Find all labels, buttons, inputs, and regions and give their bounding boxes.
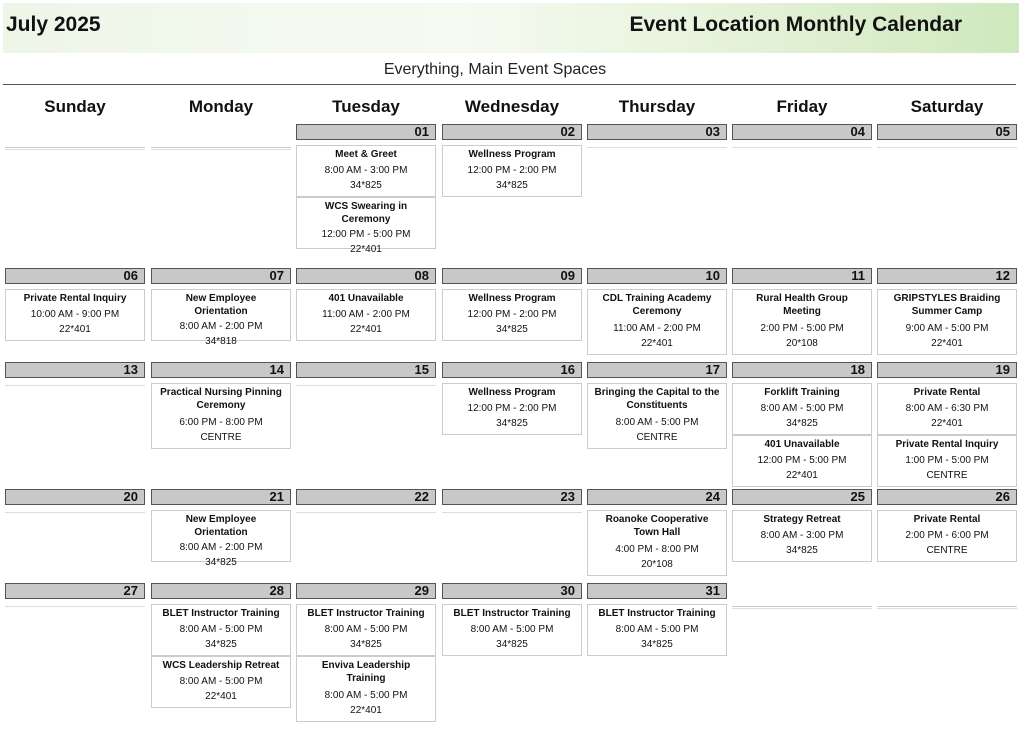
event-location: 22*401: [205, 690, 237, 702]
event-location: 34*825: [786, 544, 818, 556]
event-time: 8:00 AM - 5:00 PM: [179, 675, 263, 687]
empty-day-rule: [732, 608, 872, 609]
event-time: 12:00 PM - 5:00 PM: [321, 229, 411, 240]
date-cell-09[interactable]: 09: [442, 268, 582, 284]
event-time: 8:00 AM - 5:00 PM: [615, 417, 699, 428]
date-cell-04[interactable]: 04: [732, 124, 872, 140]
event-location: 34*825: [350, 179, 382, 191]
weekday-header-thursday: Thursday: [618, 97, 696, 116]
event-title: Meet & Greet: [335, 149, 397, 160]
event-time: 8:00 AM - 5:00 PM: [615, 623, 699, 635]
event-location: 20*108: [641, 559, 673, 570]
event-title: 401 Unavailable: [764, 439, 840, 450]
event-title: Private Rental Inquiry: [895, 439, 999, 450]
empty-day-rule: [151, 149, 291, 150]
weekday-header-friday: Friday: [776, 97, 828, 116]
event-time: 6:00 PM - 8:00 PM: [179, 417, 263, 428]
event-block[interactable]: [877, 510, 1017, 562]
event-location: 34*825: [350, 638, 382, 650]
date-cell-12[interactable]: 12: [877, 268, 1017, 284]
weekday-header-monday: Monday: [188, 97, 254, 116]
date-cell-27[interactable]: 27: [5, 583, 145, 599]
date-cell-30[interactable]: 30: [442, 583, 582, 599]
event-block[interactable]: [587, 510, 727, 576]
event-title: Enviva Leadership Training: [321, 660, 411, 684]
event-title: 401 Unavailable: [328, 293, 404, 304]
event-location: 34*825: [496, 638, 528, 650]
event-time: 8:00 AM - 5:00 PM: [760, 402, 844, 414]
date-cell-17[interactable]: 17: [587, 362, 727, 378]
event-block[interactable]: [151, 383, 291, 449]
date-cell-23[interactable]: 23: [442, 489, 582, 505]
empty-day-rule: [587, 147, 727, 148]
event-time: 8:00 AM - 3:00 PM: [324, 164, 408, 176]
event-block[interactable]: [587, 289, 727, 355]
event-block[interactable]: [442, 604, 582, 656]
page-title: Event Location Monthly Calendar: [629, 13, 962, 36]
event-location: CENTRE: [926, 544, 968, 556]
event-location: 34*825: [496, 323, 528, 335]
event-title: WCS Swearing in Ceremony: [324, 201, 408, 225]
event-block[interactable]: [296, 289, 436, 341]
event-title: Roanoke Cooperative Town Hall: [605, 514, 709, 538]
event-location: CENTRE: [200, 432, 242, 443]
event-time: 8:00 AM - 5:00 PM: [470, 623, 554, 635]
event-title: Wellness Program: [468, 293, 556, 304]
calendar-subtitle: Everything, Main Event Spaces: [383, 61, 607, 78]
date-cell-20[interactable]: 20: [5, 489, 145, 505]
event-title: Wellness Program: [468, 387, 556, 398]
event-block[interactable]: [296, 145, 436, 197]
weekday-header-sunday: Sunday: [44, 97, 106, 116]
event-location: 34*818: [205, 336, 237, 347]
event-location: CENTRE: [636, 432, 678, 443]
date-cell-08[interactable]: 08: [296, 268, 436, 284]
date-cell-01[interactable]: 01: [296, 124, 436, 140]
event-block[interactable]: [877, 383, 1017, 435]
empty-day-rule: [877, 608, 1017, 609]
event-location: 22*401: [641, 338, 673, 349]
event-block[interactable]: [151, 289, 291, 347]
event-location: 22*401: [786, 469, 818, 481]
event-title: BLET Instructor Training: [307, 608, 425, 619]
event-block[interactable]: [442, 289, 582, 341]
date-cell-10[interactable]: 10: [587, 268, 727, 284]
date-cell-18[interactable]: 18: [732, 362, 872, 378]
event-title: Wellness Program: [468, 149, 556, 160]
event-title: Strategy Retreat: [763, 514, 841, 525]
event-time: 9:00 AM - 5:00 PM: [905, 323, 989, 334]
event-time: 12:00 PM - 2:00 PM: [467, 402, 557, 414]
date-cell-25[interactable]: 25: [732, 489, 872, 505]
event-location: 34*825: [205, 557, 237, 568]
event-block[interactable]: [442, 145, 582, 197]
event-location: 22*401: [931, 338, 963, 349]
event-time: 12:00 PM - 2:00 PM: [467, 164, 557, 176]
event-title: New Employee Orientation: [185, 514, 257, 538]
event-time: 8:00 AM - 2:00 PM: [179, 542, 263, 553]
event-location: 34*825: [786, 417, 818, 429]
event-time: 8:00 AM - 5:00 PM: [179, 623, 263, 635]
empty-day-rule: [5, 512, 145, 513]
event-block[interactable]: [732, 510, 872, 562]
event-block[interactable]: [877, 289, 1017, 355]
event-time: 8:00 AM - 5:00 PM: [324, 623, 408, 635]
event-location: 22*401: [350, 323, 382, 335]
event-time: 11:00 AM - 2:00 PM: [613, 323, 701, 334]
event-time: 11:00 AM - 2:00 PM: [322, 308, 410, 320]
event-title: GRIPSTYLES Braiding Summer Camp: [893, 293, 1001, 317]
event-block[interactable]: [732, 383, 872, 435]
event-block[interactable]: [5, 289, 145, 341]
empty-day-rule: [732, 147, 872, 148]
empty-day-rule: [877, 147, 1017, 148]
event-location: 34*825: [496, 417, 528, 429]
event-location: 34*825: [205, 638, 237, 650]
date-cell-11[interactable]: 11: [732, 268, 872, 284]
event-location: 34*825: [496, 179, 528, 191]
event-location: 34*825: [641, 638, 673, 650]
event-location: 22*401: [59, 323, 91, 335]
date-cell-07[interactable]: 07: [151, 268, 291, 284]
event-block[interactable]: [732, 289, 872, 355]
empty-day-rule: [5, 606, 145, 607]
event-title: Rural Health Group Meeting: [756, 293, 848, 317]
weekday-header-tuesday: Tuesday: [332, 97, 400, 116]
date-cell-24[interactable]: 24: [587, 489, 727, 505]
event-time: 4:00 PM - 8:00 PM: [615, 544, 699, 555]
date-cell-03[interactable]: 03: [587, 124, 727, 140]
event-title: Private Rental: [913, 387, 981, 398]
event-block[interactable]: [296, 197, 436, 255]
event-location: 22*401: [350, 705, 382, 716]
event-title: BLET Instructor Training: [162, 608, 280, 619]
weekday-header-saturday: Saturday: [910, 97, 984, 116]
event-title: Forklift Training: [764, 387, 840, 398]
date-cell-02[interactable]: 02: [442, 124, 582, 140]
event-title: WCS Leadership Retreat: [162, 660, 280, 671]
date-cell-14[interactable]: 14: [151, 362, 291, 378]
event-title: New Employee Orientation: [185, 293, 257, 317]
month-title: July 2025: [6, 13, 101, 36]
date-cell-28[interactable]: 28: [151, 583, 291, 599]
date-cell-13[interactable]: 13: [5, 362, 145, 378]
event-block[interactable]: [587, 604, 727, 656]
date-cell-31[interactable]: 31: [587, 583, 727, 599]
event-block[interactable]: [296, 604, 436, 656]
empty-day-rule: [296, 385, 436, 386]
event-time: 8:00 AM - 5:00 PM: [324, 690, 408, 701]
empty-day-rule: [5, 385, 145, 386]
date-cell-06[interactable]: 06: [5, 268, 145, 284]
event-time: 2:00 PM - 5:00 PM: [760, 323, 844, 334]
event-title: BLET Instructor Training: [453, 608, 571, 619]
event-title: Private Rental: [913, 514, 981, 525]
date-cell-21[interactable]: 21: [151, 489, 291, 505]
date-cell-19[interactable]: 19: [877, 362, 1017, 378]
event-block[interactable]: [151, 604, 291, 656]
event-block[interactable]: [151, 510, 291, 568]
event-time: 12:00 PM - 2:00 PM: [467, 308, 557, 320]
event-location: 20*108: [786, 338, 818, 349]
date-cell-15[interactable]: 15: [296, 362, 436, 378]
empty-day-rule: [442, 512, 582, 513]
empty-day-rule: [5, 149, 145, 150]
event-title: BLET Instructor Training: [598, 608, 716, 619]
date-cell-29[interactable]: 29: [296, 583, 436, 599]
date-cell-22[interactable]: 22: [296, 489, 436, 505]
event-block[interactable]: [877, 435, 1017, 487]
event-title: Private Rental Inquiry: [23, 293, 127, 304]
event-time: 8:00 AM - 2:00 PM: [179, 321, 263, 332]
weekday-header-wednesday: Wednesday: [464, 97, 560, 116]
event-block[interactable]: [296, 656, 436, 722]
date-cell-26[interactable]: 26: [877, 489, 1017, 505]
event-block[interactable]: [587, 383, 727, 449]
event-title: Bringing the Capital to the Constituents: [594, 387, 720, 411]
event-block[interactable]: [442, 383, 582, 435]
event-title: CDL Training Academy Ceremony: [602, 293, 712, 317]
event-time: 1:00 PM - 5:00 PM: [905, 454, 989, 466]
event-time: 2:00 PM - 6:00 PM: [905, 529, 989, 541]
event-time: 8:00 AM - 3:00 PM: [760, 529, 844, 541]
event-location: CENTRE: [926, 469, 968, 481]
event-time: 8:00 AM - 6:30 PM: [905, 402, 989, 414]
title-divider: [3, 84, 1016, 85]
event-block[interactable]: [151, 656, 291, 708]
event-time: 12:00 PM - 5:00 PM: [757, 454, 847, 466]
event-title: Practical Nursing Pinning Ceremony: [160, 387, 282, 411]
event-block[interactable]: [732, 435, 872, 487]
date-cell-05[interactable]: 05: [877, 124, 1017, 140]
event-location: 22*401: [350, 244, 382, 255]
empty-day-rule: [296, 512, 436, 513]
event-time: 10:00 AM - 9:00 PM: [30, 308, 120, 320]
event-location: 22*401: [931, 417, 963, 429]
date-cell-16[interactable]: 16: [442, 362, 582, 378]
